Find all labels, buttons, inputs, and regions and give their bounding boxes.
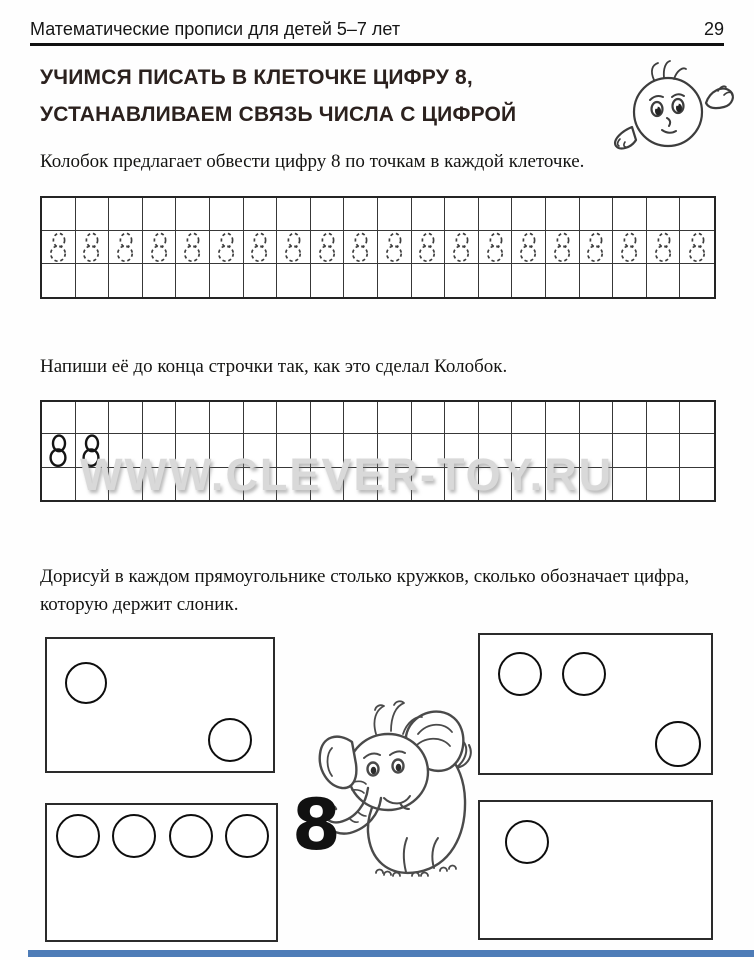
grid-cell — [277, 402, 311, 434]
grid-cell — [277, 434, 311, 468]
instruction-write: Напиши её до конца строчки так, как это сделал Колобок. — [40, 356, 508, 377]
written-digit-8 — [80, 434, 103, 467]
grid-cell — [613, 198, 647, 231]
dotted-digit-8 — [81, 232, 102, 262]
grid-cell — [680, 198, 714, 231]
grid-cell — [580, 264, 614, 297]
grid-cell — [445, 434, 479, 468]
grid-cell — [479, 468, 513, 500]
grid-cell — [412, 468, 446, 500]
dotted-digit-8 — [149, 232, 170, 262]
grid-cell — [445, 264, 479, 297]
count-box-top-left — [45, 637, 275, 773]
grid-cell — [176, 468, 210, 500]
grid-cell — [143, 468, 177, 500]
elephant-character-icon — [288, 676, 473, 881]
grid-cell — [344, 434, 378, 468]
dotted-digit-8 — [350, 232, 371, 262]
grid-cell — [277, 198, 311, 231]
page-header — [30, 19, 724, 40]
grid-cell — [210, 231, 244, 264]
count-box-bottom-right — [478, 800, 713, 940]
grid-cell — [244, 198, 278, 231]
grid-cell — [311, 198, 345, 231]
grid-cell — [210, 264, 244, 297]
grid-cell — [412, 434, 446, 468]
dotted-digit-8 — [249, 232, 270, 262]
instruction-count-line2: которую держит слоник. — [40, 594, 239, 615]
dotted-digit-8 — [115, 232, 136, 262]
grid-cell — [412, 198, 446, 231]
grid-cell — [412, 402, 446, 434]
grid-cell — [546, 468, 580, 500]
grid-cell — [109, 264, 143, 297]
grid-cell — [42, 198, 76, 231]
grid-cell — [412, 264, 446, 297]
dotted-digit-8 — [417, 232, 438, 262]
grid-cell — [479, 264, 513, 297]
grid-cell — [210, 402, 244, 434]
grid-cell — [42, 402, 76, 434]
grid-cell — [311, 264, 345, 297]
grid-cell — [42, 264, 76, 297]
grid-cell — [42, 231, 76, 264]
grid-cell — [210, 468, 244, 500]
grid-cell — [647, 231, 681, 264]
dotted-digit-8 — [451, 232, 472, 262]
grid-cell — [42, 434, 76, 468]
grid-cell — [109, 198, 143, 231]
grid-cell — [344, 198, 378, 231]
grid-cell — [580, 468, 614, 500]
grid-cell — [311, 231, 345, 264]
grid-cell — [277, 264, 311, 297]
grid-cell — [680, 402, 714, 434]
grid-cell — [109, 468, 143, 500]
grid-cell — [680, 468, 714, 500]
dotted-digit-8 — [687, 232, 708, 262]
grid-cell — [76, 231, 110, 264]
trace-grid — [40, 196, 716, 299]
grid-cell — [378, 402, 412, 434]
grid-cell — [143, 198, 177, 231]
grid-cell — [378, 468, 412, 500]
grid-cell — [244, 434, 278, 468]
grid-cell — [512, 468, 546, 500]
count-circle — [112, 814, 156, 858]
grid-cell — [613, 231, 647, 264]
grid-cell — [479, 231, 513, 264]
grid-cell — [512, 434, 546, 468]
grid-cell — [143, 402, 177, 434]
dotted-digit-8 — [653, 232, 674, 262]
lesson-title-line2: УСТАНАВЛИВАЕМ СВЯЗЬ ЧИСЛА С ЦИФРОЙ — [40, 103, 517, 126]
grid-cell — [143, 231, 177, 264]
grid-cell — [512, 198, 546, 231]
page-number: 29 — [703, 19, 724, 39]
lesson-title-line1: УЧИМСЯ ПИСАТЬ В КЛЕТОЧКЕ ЦИФРУ 8, — [40, 66, 473, 89]
dotted-digit-8 — [552, 232, 573, 262]
grid-cell — [445, 402, 479, 434]
grid-cell — [546, 264, 580, 297]
grid-cell — [76, 198, 110, 231]
grid-cell — [512, 264, 546, 297]
grid-cell — [76, 468, 110, 500]
grid-cell — [176, 231, 210, 264]
grid-cell — [512, 402, 546, 434]
grid-cell — [210, 198, 244, 231]
grid-cell — [378, 231, 412, 264]
grid-cell — [613, 468, 647, 500]
grid-cell — [109, 434, 143, 468]
grid-cell — [244, 231, 278, 264]
count-box-bottom-left — [45, 803, 278, 942]
grid-cell — [680, 434, 714, 468]
count-box-top-right — [478, 633, 713, 775]
count-circle — [562, 652, 606, 696]
dotted-digit-8 — [283, 232, 304, 262]
grid-cell — [412, 231, 446, 264]
grid-cell — [344, 264, 378, 297]
grid-cell — [647, 468, 681, 500]
grid-cell — [680, 231, 714, 264]
digit-8-held: 8 — [292, 784, 341, 866]
grid-cell — [613, 264, 647, 297]
written-digit-8 — [47, 434, 70, 467]
kolobok-character-icon — [598, 55, 743, 160]
grid-cell — [512, 231, 546, 264]
grid-cell — [344, 402, 378, 434]
grid-cell — [210, 434, 244, 468]
bottom-bar — [28, 950, 754, 957]
grid-cell — [176, 402, 210, 434]
dotted-digit-8 — [485, 232, 506, 262]
dotted-digit-8 — [182, 232, 203, 262]
book-title: Математические прописи для детей 5–7 лет — [30, 19, 401, 39]
count-circle — [655, 721, 701, 767]
grid-cell — [580, 402, 614, 434]
grid-cell — [311, 434, 345, 468]
grid-cell — [244, 468, 278, 500]
grid-cell — [378, 434, 412, 468]
grid-cell — [647, 198, 681, 231]
grid-cell — [244, 264, 278, 297]
instruction-count-line1: Дорисуй в каждом прямоугольнике столько кружков, сколько обозначает цифра, — [40, 566, 690, 587]
dotted-digit-8 — [48, 232, 69, 262]
dotted-digit-8 — [384, 232, 405, 262]
watermark: WWW.CLEVER-TOY.RU — [80, 449, 614, 500]
grid-cell — [546, 402, 580, 434]
grid-cell — [647, 264, 681, 297]
grid-cell — [445, 468, 479, 500]
dotted-digit-8 — [216, 232, 237, 262]
grid-cell — [76, 264, 110, 297]
grid-cell — [546, 434, 580, 468]
dotted-digit-8 — [317, 232, 338, 262]
grid-cell — [76, 402, 110, 434]
instruction-count — [40, 563, 689, 619]
grid-cell — [42, 468, 76, 500]
grid-cell — [580, 434, 614, 468]
grid-cell — [479, 402, 513, 434]
grid-cell — [613, 402, 647, 434]
count-circle — [169, 814, 213, 858]
grid-cell — [277, 231, 311, 264]
grid-cell — [311, 402, 345, 434]
count-circle — [498, 652, 542, 696]
grid-cell — [378, 264, 412, 297]
grid-cell — [277, 468, 311, 500]
grid-cell — [546, 231, 580, 264]
grid-cell — [613, 434, 647, 468]
count-circle — [225, 814, 269, 858]
dotted-digit-8 — [518, 232, 539, 262]
header-rule — [30, 43, 724, 46]
grid-cell — [143, 434, 177, 468]
grid-cell — [109, 231, 143, 264]
grid-cell — [445, 231, 479, 264]
grid-cell — [479, 434, 513, 468]
grid-cell — [546, 198, 580, 231]
grid-cell — [244, 402, 278, 434]
grid-cell — [580, 231, 614, 264]
grid-cell — [344, 468, 378, 500]
count-circle — [56, 814, 100, 858]
grid-cell — [109, 402, 143, 434]
count-circle — [65, 662, 107, 704]
grid-cell — [580, 198, 614, 231]
grid-cell — [647, 434, 681, 468]
grid-cell — [344, 231, 378, 264]
count-circle — [208, 718, 252, 762]
dotted-digit-8 — [585, 232, 606, 262]
grid-cell — [647, 402, 681, 434]
grid-cell — [143, 264, 177, 297]
grid-cell — [680, 264, 714, 297]
grid-cell — [378, 198, 412, 231]
grid-cell — [311, 468, 345, 500]
write-grid — [40, 400, 716, 502]
grid-cell — [176, 434, 210, 468]
dotted-digit-8 — [619, 232, 640, 262]
grid-cell — [445, 198, 479, 231]
grid-cell — [479, 198, 513, 231]
count-circle — [505, 820, 549, 864]
grid-cell — [176, 264, 210, 297]
instruction-trace: Колобок предлагает обвести цифру 8 по точкам в каждой клеточке. — [40, 151, 585, 172]
grid-cell — [76, 434, 110, 468]
grid-cell — [176, 198, 210, 231]
lesson-title — [40, 59, 516, 133]
